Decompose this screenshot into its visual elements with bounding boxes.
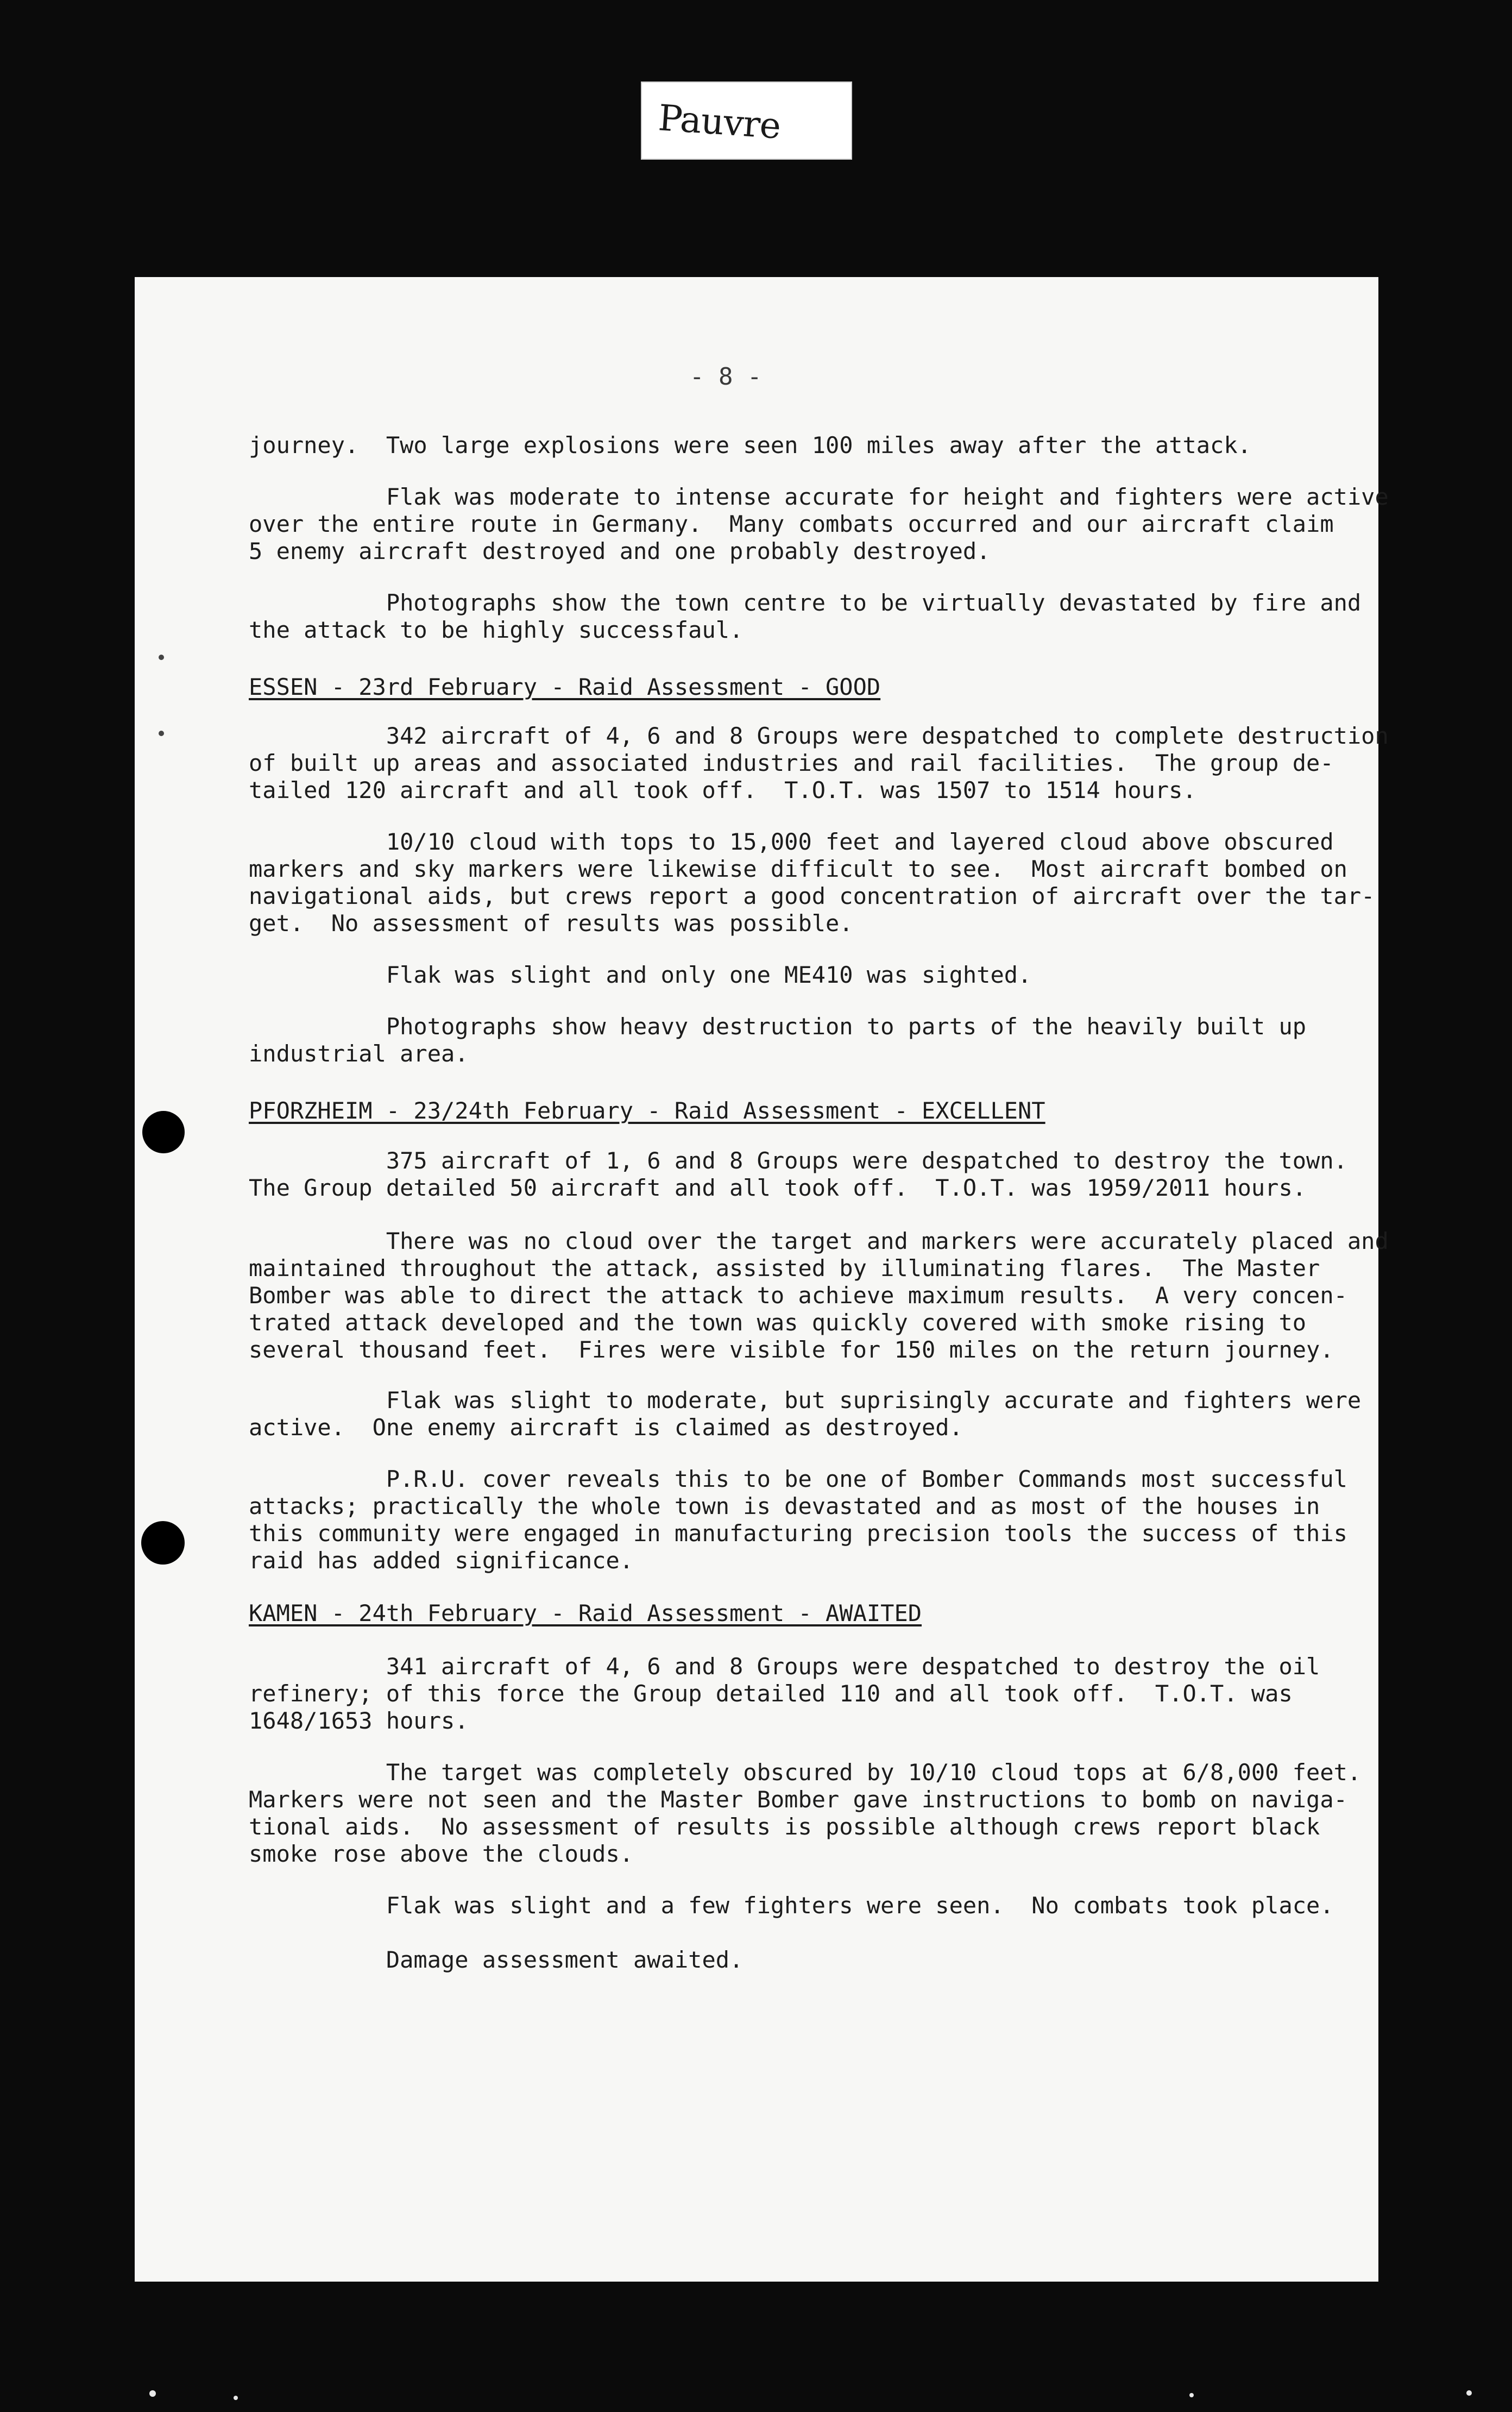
archive-label-card [641, 81, 852, 160]
paragraph-essen-cloud [249, 828, 1378, 937]
speck-mark [234, 2396, 238, 2400]
section-heading: PFORZHEIM - 23/24th February - Raid Assessment - EXCELLENT [249, 1097, 1045, 1124]
text-line: of built up areas and associated industries and rail facilities. The group de- [249, 750, 1334, 776]
paragraph-essen-photographs [249, 1013, 1378, 1067]
text-line: Flak was moderate to intense accurate for height and fighters were active [249, 483, 1389, 510]
speck-mark [149, 2390, 156, 2397]
paragraph-kamen-damage [249, 1946, 1378, 1974]
text-line: trated attack developed and the town was quickly covered with smoke rising to [249, 1309, 1307, 1336]
paragraph-kamen-flak [249, 1892, 1378, 1919]
text-line: Bomber was able to direct the attack to achieve maximum results. A very concen- [249, 1282, 1347, 1309]
text-line: There was no cloud over the target and markers were accurately placed and [249, 1228, 1389, 1254]
text-line: refinery; of this force the Group detailed 110 and all took off. T.O.T. was [249, 1680, 1293, 1707]
paragraph-essen-flak [249, 962, 1378, 989]
text-line: navigational aids, but crews report a good concentration of aircraft over the tar- [249, 883, 1375, 909]
text-line: Flak was slight and a few fighters were seen. No combats took place. [249, 1892, 1334, 1919]
text-line: smoke rose above the clouds. [249, 1841, 634, 1867]
text-line: active. One enemy aircraft is claimed as destroyed. [249, 1414, 963, 1441]
paragraph-kamen-despatch [249, 1653, 1378, 1735]
text-line: Markers were not seen and the Master Bomber gave instructions to bomb on naviga- [249, 1786, 1347, 1813]
text-line: tional aids. No assessment of results is possible although crews report black [249, 1813, 1320, 1840]
paragraph-essen-despatch [249, 723, 1389, 804]
paragraph-photographs-1 [249, 589, 1378, 644]
paragraph-kamen-target [249, 1759, 1378, 1868]
speck-mark [159, 731, 164, 736]
text-line: 342 aircraft of 4, 6 and 8 Groups were despatched to complete destruction [249, 723, 1389, 749]
text-line: the attack to be highly successfaul. [249, 617, 744, 643]
speck-mark [1189, 2393, 1194, 2397]
text-line: Flak was slight and only one ME410 was sighted. [249, 962, 1032, 988]
text-line: 5 enemy aircraft destroyed and one probably destroyed. [249, 538, 991, 564]
text-line: this community were engaged in manufacturing precision tools the success of this [249, 1520, 1347, 1547]
text-line: markers and sky markers were likewise difficult to see. Most aircraft bombed on [249, 856, 1347, 882]
speck-mark [1466, 2390, 1472, 2396]
continuation-line: journey. Two large explosions were seen 100 miles away after the attack. [249, 432, 1251, 458]
text-line: attacks; practically the whole town is devastated and as most of the houses in [249, 1493, 1320, 1519]
text-line: Photographs show the town centre to be virtually devastated by fire and [249, 589, 1362, 616]
page-number: - 8 - [690, 363, 762, 391]
text-line: 10/10 cloud with tops to 15,000 feet and layered cloud above obscured [249, 828, 1334, 855]
paragraph-pforzheim-markers [249, 1228, 1389, 1364]
paragraph-pforzheim-pru [249, 1466, 1378, 1574]
text-line: Damage assessment awaited. [249, 1946, 744, 1973]
speck-mark [159, 655, 164, 660]
text-line: 1648/1653 hours. [249, 1707, 469, 1734]
paragraph-pforzheim-despatch [249, 1147, 1378, 1202]
text-line: Flak was slight to moderate, but suprisingly accurate and fighters were [249, 1387, 1362, 1414]
heading-pforzheim [249, 1097, 1378, 1125]
text-line: The target was completely obscured by 10/10 cloud tops at 6/8,000 feet. [249, 1759, 1362, 1786]
punch-hole [141, 1521, 185, 1565]
heading-kamen [249, 1600, 1378, 1627]
text-line: The Group detailed 50 aircraft and all took off. T.O.T. was 1959/2011 hours. [249, 1174, 1307, 1201]
section-heading: ESSEN - 23rd February - Raid Assessment - GOOD [249, 674, 881, 700]
text-line: get. No assessment of results was possible. [249, 910, 853, 937]
section-heading: KAMEN - 24th February - Raid Assessment - AWAITED [249, 1600, 922, 1626]
text-line: P.R.U. cover reveals this to be one of Bomber Commands most successful [249, 1466, 1347, 1492]
text-line: raid has added significance. [249, 1547, 634, 1574]
text-line: 375 aircraft of 1, 6 and 8 Groups were despatched to destroy the town. [249, 1147, 1347, 1174]
archive-label-text: Pauvre [657, 97, 782, 147]
text-line: maintained throughout the attack, assisted by illuminating flares. The Master [249, 1255, 1320, 1282]
paragraph-flak-route [249, 483, 1389, 565]
text-line: industrial area. [249, 1040, 469, 1067]
punch-hole [142, 1111, 185, 1153]
text-line: tailed 120 aircraft and all took off. T.O.T. was 1507 to 1514 hours. [249, 777, 1196, 803]
text-line: 341 aircraft of 4, 6 and 8 Groups were despatched to destroy the oil [249, 1653, 1320, 1680]
heading-essen [249, 674, 1378, 701]
text-line: over the entire route in Germany. Many combats occurred and our aircraft claim [249, 511, 1334, 537]
text-line: Photographs show heavy destruction to parts of the heavily built up [249, 1013, 1307, 1040]
paragraph-pforzheim-flak [249, 1387, 1378, 1441]
text-line: several thousand feet. Fires were visible for 150 miles on the return journey. [249, 1336, 1334, 1363]
